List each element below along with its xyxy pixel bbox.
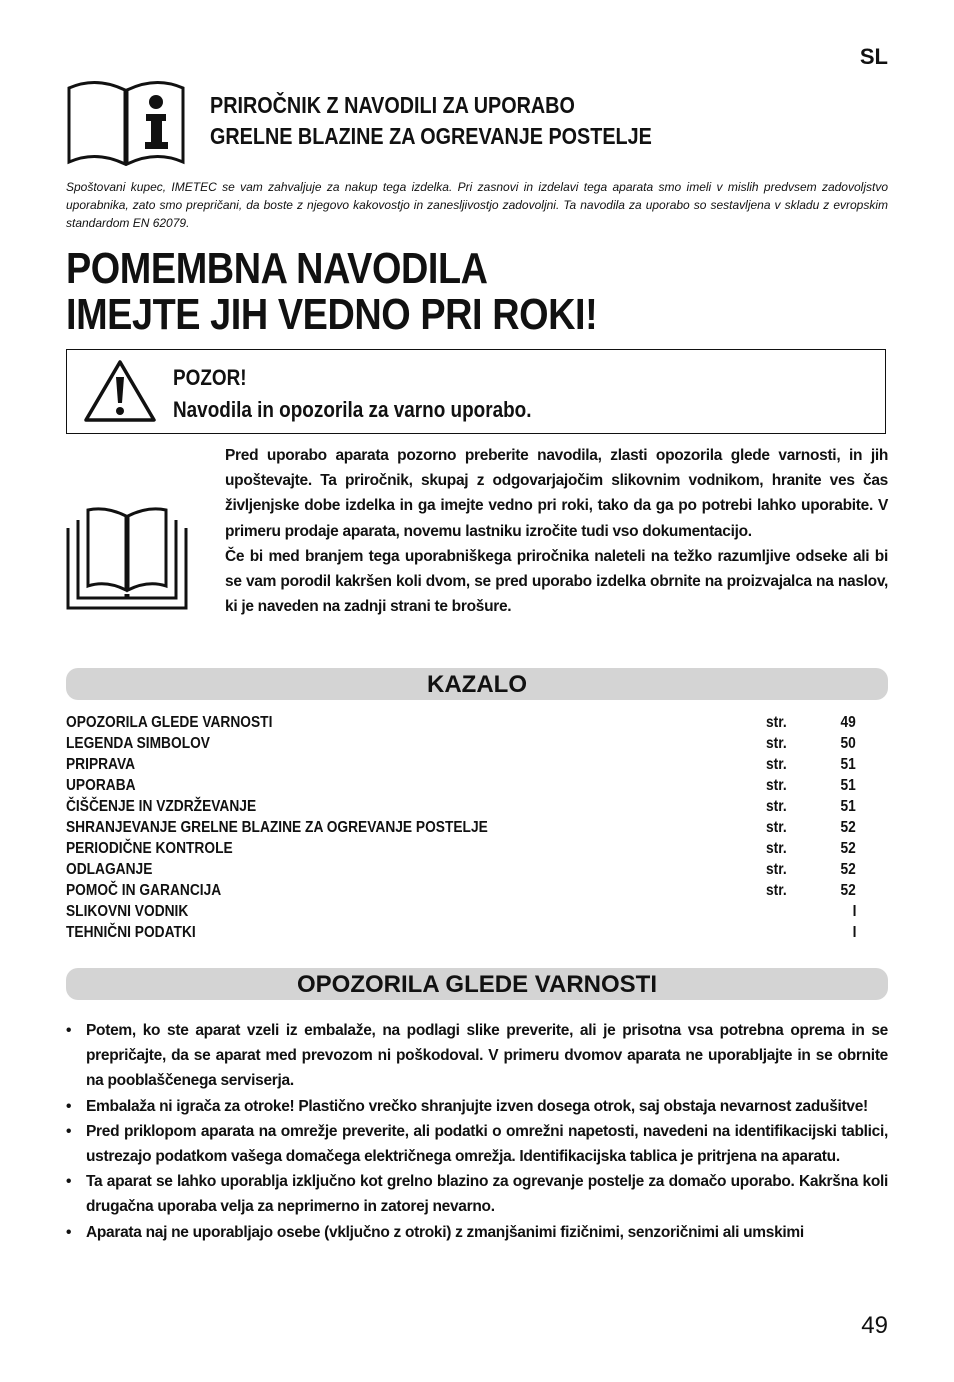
toc-row[interactable] bbox=[66, 796, 856, 817]
manual-instructions bbox=[225, 443, 888, 619]
safety-item: • Potem, ko ste aparat vzeli iz embalaže, na podlagi slike preverite, ali je prisotna vsa potrebna oprema in se prepričajte, da se aparat med prevozom ni poškodoval. V primeru dvomov aparata ne uporabljajte in se obrnite na pooblaščenega serviserja. bbox=[66, 1018, 888, 1094]
toc-entry-page: 50 bbox=[840, 735, 856, 752]
language-code: SL bbox=[859, 44, 888, 69]
toc-entry-str: str. bbox=[766, 861, 787, 878]
toc-entry-str: str. bbox=[766, 777, 787, 794]
toc-row[interactable] bbox=[66, 901, 856, 922]
safety-item: • Pred priklopom aparata na omrežje preverite, ali podatki o omrežni napetosti, navedeni na identifikacijski tablici, ustrezajo podatkom vašega domačega električnega omrežja. Identifikacijska tablica je pritrjena na aparatu. bbox=[66, 1119, 888, 1169]
manual-title bbox=[210, 90, 652, 152]
toc-row[interactable] bbox=[66, 733, 856, 754]
toc-entry-title: POMOČ IN GARANCIJA bbox=[66, 882, 222, 899]
toc-row[interactable] bbox=[66, 817, 856, 838]
manual-title-line1: PRIROČNIK Z NAVODILI ZA UPORABO bbox=[210, 92, 575, 118]
page-number: 49 bbox=[861, 1312, 888, 1339]
toc-row[interactable] bbox=[66, 838, 856, 859]
warning-triangle-icon bbox=[83, 359, 157, 423]
safety-item: • Aparata naj ne uporabljajo osebe (vključno z otroki) z zmanjšanimi fizičnimi, senzoričnimi ali umskimi bbox=[66, 1220, 888, 1245]
toc-entry-title: OPOZORILA GLEDE VARNOSTI bbox=[66, 714, 273, 731]
toc-entry-str: str. bbox=[766, 840, 787, 857]
safety-item: • Ta aparat se lahko uporablja izključno kot grelno blazino za ogrevanje postelje za domačo uporabo. Kakršna koli drugačna uporaba velja za neprimerno in zatorej nevarno. bbox=[66, 1169, 888, 1219]
toc-entry-str: str. bbox=[766, 882, 787, 899]
warning-subtitle: Navodila in opozorila za varno uporabo. bbox=[173, 397, 532, 422]
info-book-icon bbox=[66, 78, 186, 166]
safety-list bbox=[66, 1018, 888, 1245]
toc-entry-page: I bbox=[852, 924, 856, 941]
table-of-contents bbox=[66, 712, 856, 943]
manual-paragraph-2: Če bi med branjem tega uporabniškega priročnika naleteli na težko razumljive odseke ali bi se vam porodil kakršen koli dvom, se pred uporabo izdelka obrnite na proizvajalca na naslov, ki je naveden na zadnji strani te brošure. bbox=[225, 547, 888, 616]
manual-paragraph-1: Pred uporabo aparata pozorno preberite navodila, zlasti opozorila glede varnosti, in jih upoštevajte. Ta priročnik, skupaj z odgovarjajočim slikovnim vodnikom, hranite ves čas življenjske dobe izdelka in ga imejte vedno pri roki, tako da ga po potrebi lahko uporabite. V primeru prodaje aparata, novemu lastniku izročite tudi vso dokumentacijo. bbox=[225, 447, 888, 540]
toc-entry-page: 51 bbox=[840, 756, 856, 773]
toc-entry-str: str. bbox=[766, 798, 787, 815]
toc-entry-title: SHRANJEVANJE GRELNE BLAZINE ZA OGREVANJE POSTELJE bbox=[66, 819, 488, 836]
important-heading-line2: IMEJTE JIH VEDNO PRI ROKI! bbox=[66, 290, 598, 339]
toc-entry-title: UPORABA bbox=[66, 777, 136, 794]
important-heading-line1: POMEMBNA NAVODILA bbox=[66, 244, 488, 293]
toc-entry-page: 51 bbox=[840, 777, 856, 794]
safety-heading: OPOZORILA GLEDE VARNOSTI bbox=[66, 968, 888, 1000]
toc-entry-title: LEGENDA SIMBOLOV bbox=[66, 735, 210, 752]
toc-row[interactable] bbox=[66, 775, 856, 796]
toc-entry-title: ODLAGANJE bbox=[66, 861, 153, 878]
toc-row[interactable] bbox=[66, 712, 856, 733]
warning-box bbox=[66, 349, 886, 434]
toc-entry-str: str. bbox=[766, 714, 787, 731]
toc-entry-page: 51 bbox=[840, 798, 856, 815]
toc-entry-title: PRIPRAVA bbox=[66, 756, 136, 773]
important-heading bbox=[66, 246, 597, 338]
toc-entry-str: str. bbox=[766, 819, 787, 836]
warning-title: POZOR! bbox=[173, 365, 247, 390]
toc-entry-title: PERIODIČNE KONTROLE bbox=[66, 840, 233, 857]
toc-entry-title: SLIKOVNI VODNIK bbox=[66, 903, 189, 920]
toc-row[interactable] bbox=[66, 880, 856, 901]
toc-entry-page: 52 bbox=[840, 861, 856, 878]
manual-title-line2: GRELNE BLAZINE ZA OGREVANJE POSTELJE bbox=[210, 123, 652, 149]
toc-entry-title: ČIŠČENJE IN VZDRŽEVANJE bbox=[66, 798, 257, 815]
toc-entry-page: 49 bbox=[840, 714, 856, 731]
toc-row[interactable] bbox=[66, 922, 856, 943]
toc-entry-str: str. bbox=[766, 735, 787, 752]
toc-entry-str: str. bbox=[766, 756, 787, 773]
toc-row[interactable] bbox=[66, 754, 856, 775]
warning-text bbox=[173, 362, 531, 426]
toc-entry-title: TEHNIČNI PODATKI bbox=[66, 924, 196, 941]
open-book-icon bbox=[66, 506, 188, 610]
toc-entry-page: 52 bbox=[840, 819, 856, 836]
toc-entry-page: I bbox=[852, 903, 856, 920]
toc-heading: KAZALO bbox=[66, 668, 888, 700]
toc-row[interactable] bbox=[66, 859, 856, 880]
safety-item: • Embalaža ni igrača za otroke! Plastično vrečko shranjujte izven dosega otrok, saj obstaja nevarnost zadušitve! bbox=[66, 1094, 888, 1119]
toc-entry-page: 52 bbox=[840, 882, 856, 899]
intro-paragraph: Spoštovani kupec, IMETEC se vam zahvaljuje za nakup tega izdelka. Pri zasnovi in izdelavi tega aparata smo imeli v mislih predvsem zadovoljstvo uporabnika, zato smo prepričani, da boste z njegovo kakovostjo in zanesljivostjo zadovoljni. Ta navodila za uporabo so sestavljena v skladu z evropskim standardom EN 62079. bbox=[66, 180, 888, 230]
toc-entry-page: 52 bbox=[840, 840, 856, 857]
